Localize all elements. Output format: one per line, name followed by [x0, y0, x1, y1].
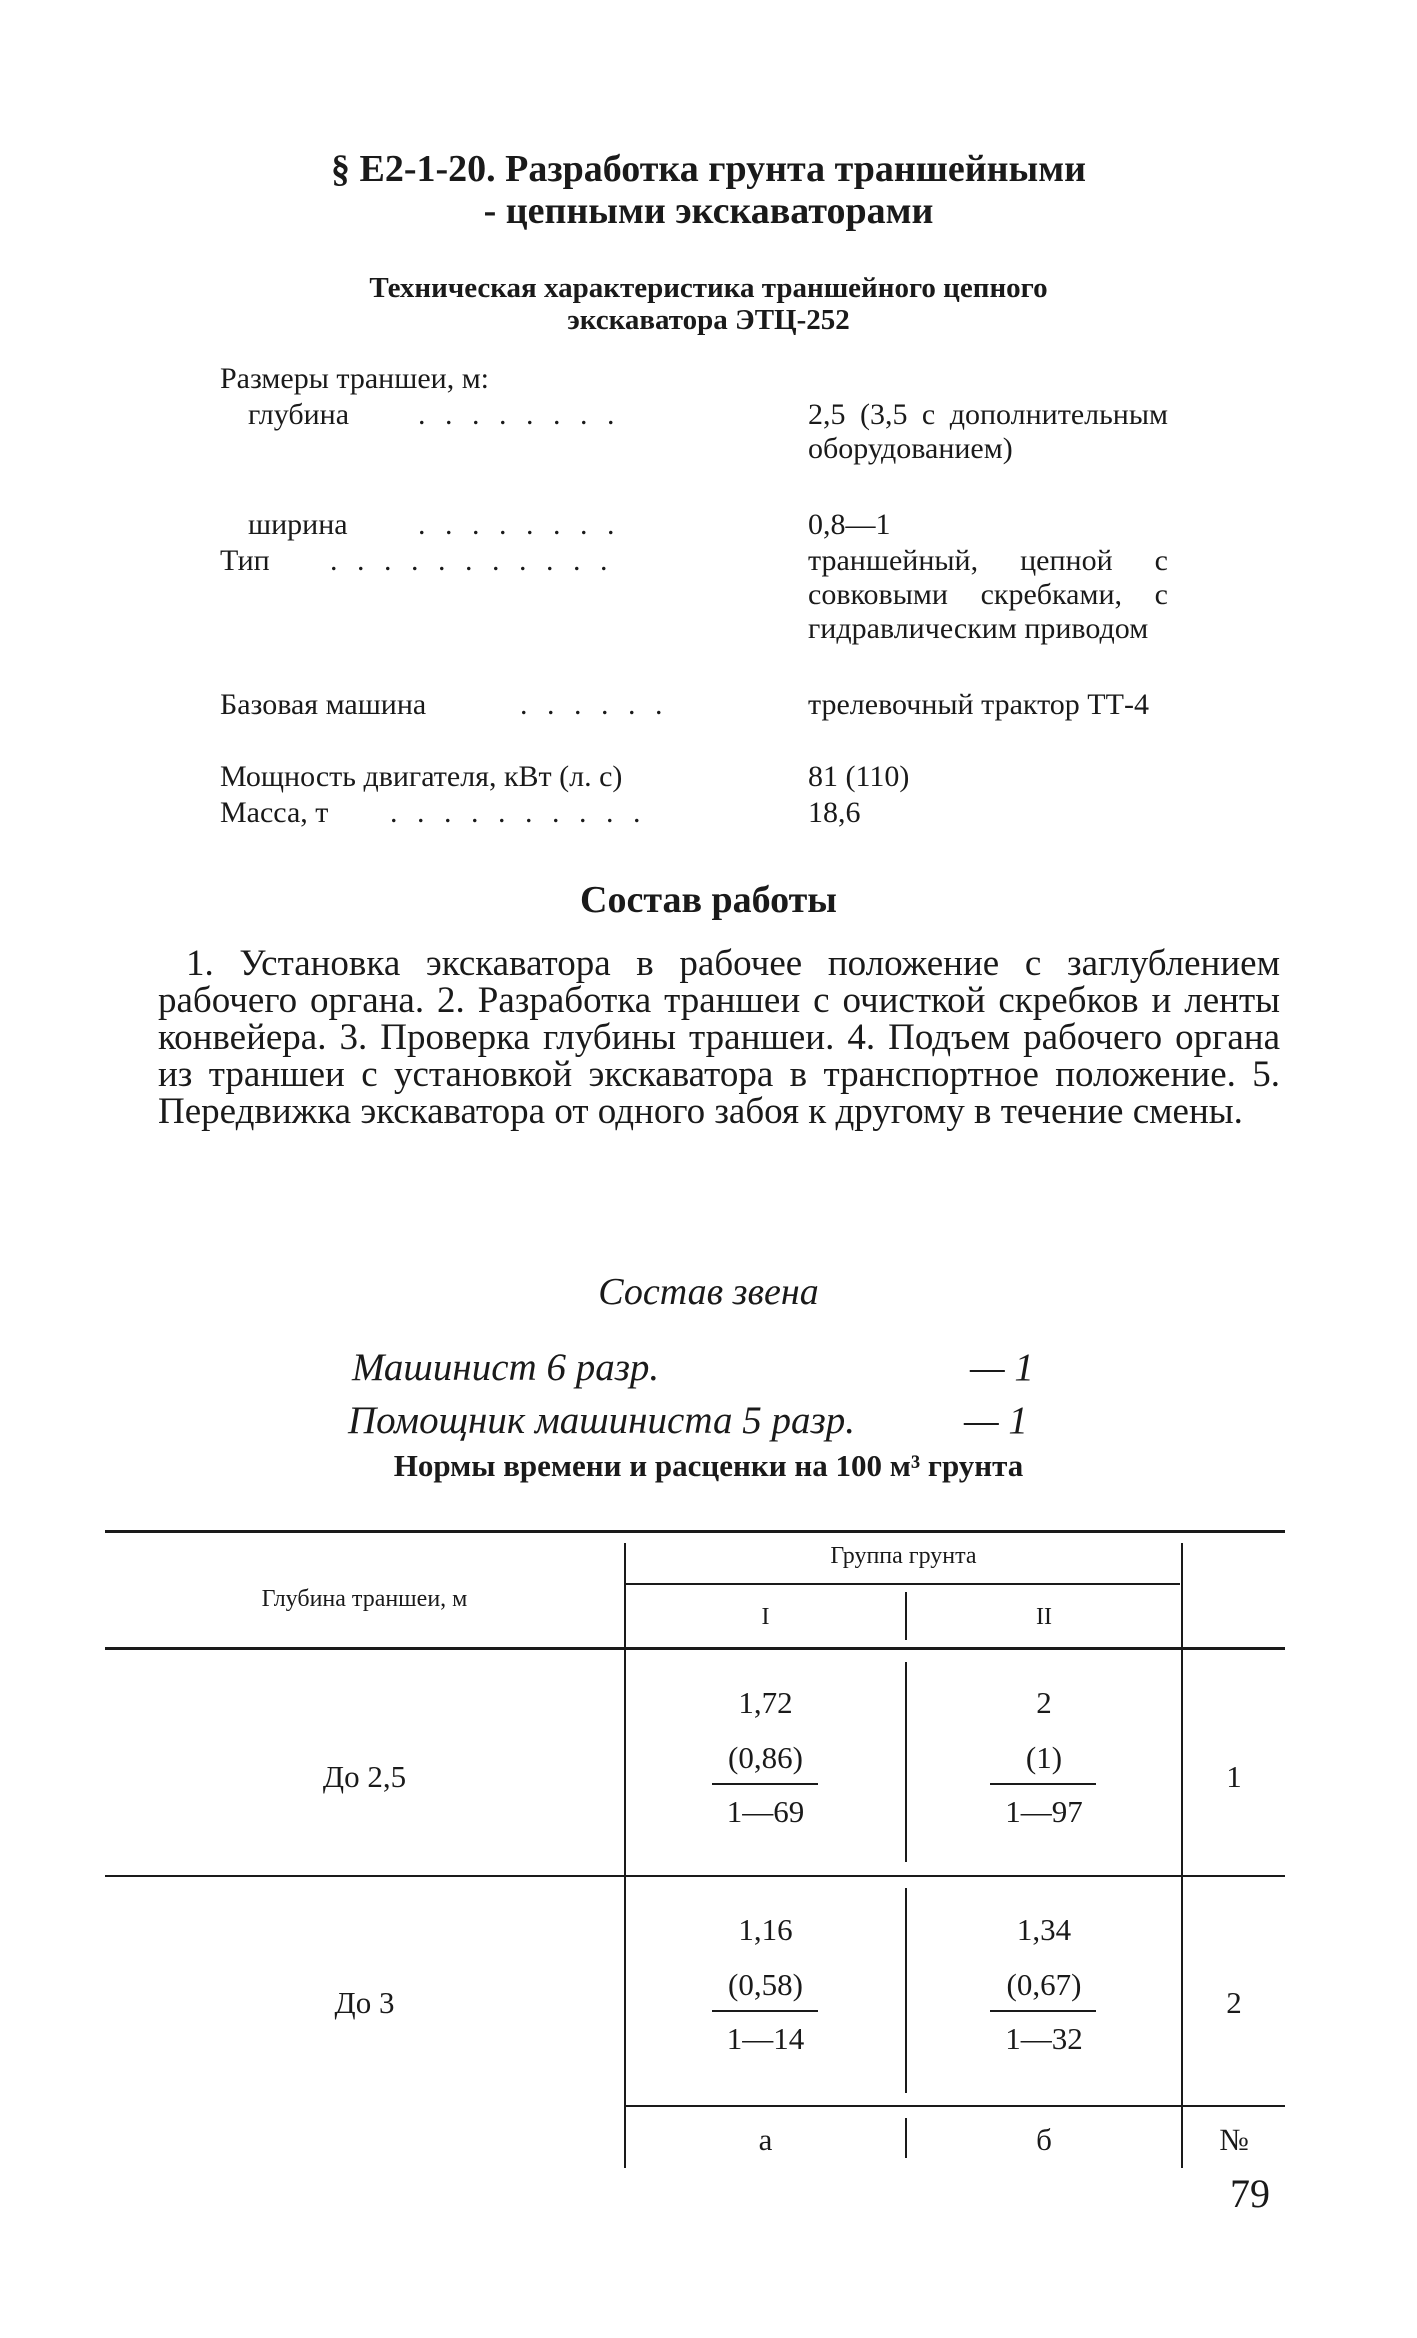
spec-value-depth: 2,5 (3,5 с дополнительным оборудованием) — [808, 398, 1168, 465]
spec-title-line1: Техническая характеристика траншейного цепного — [369, 272, 1048, 304]
page-number: 79 — [1230, 2171, 1270, 2216]
row1-I-norm: 1,72 — [738, 1685, 793, 1720]
row2-II-price: 1—32 — [1005, 2021, 1083, 2056]
crew-role-2: Помощник машиниста 5 разр. — [348, 1399, 855, 1442]
row1-II-paren: (1) — [1025, 1740, 1063, 1775]
row2-I-price: 1—14 — [726, 2021, 805, 2056]
header-group: Группа грунта — [830, 1543, 977, 1569]
spec-label-depth: глубина — [248, 398, 350, 431]
spec-value-power: 81 (110) — [808, 760, 910, 793]
crew-heading: Состав звена — [598, 1271, 819, 1313]
header-group-II: II — [1036, 1604, 1052, 1630]
spec-dots-type: . . . . . . . . . . . — [330, 544, 614, 577]
row2-II-fraction-bar — [990, 2010, 1096, 2012]
table-vline-2a — [905, 1592, 907, 1640]
table-rule-group — [625, 1583, 1180, 1585]
spec-value-width: 0,8—1 — [808, 508, 891, 541]
footer-col-a: а — [758, 2122, 773, 2157]
spec-label-power: Мощность двигателя, кВт (л. с) — [220, 760, 623, 793]
table-rule-header — [105, 1647, 1285, 1650]
row2-II-paren: (0,67) — [1006, 1967, 1082, 2002]
row2-depth: До 3 — [334, 1985, 395, 2020]
spec-label-base: Базовая машина — [220, 688, 427, 721]
spec-group-label: Размеры траншеи, м: — [220, 362, 490, 395]
row1-I-paren: (0,86) — [728, 1740, 803, 1775]
spec-title-line2: экскаватора ЭТЦ-252 — [567, 304, 850, 336]
row2-I-fraction-bar — [712, 2010, 818, 2012]
spec-label-mass: Масса, т — [220, 796, 329, 829]
spec-label-type: Тип — [220, 544, 270, 577]
spec-dots-depth: . . . . . . . . — [418, 398, 621, 431]
table-vline-1 — [624, 1543, 626, 2168]
row2-num: 2 — [1226, 1985, 1242, 2020]
row1-depth: До 2,5 — [322, 1759, 407, 1794]
table-rule-row — [105, 1875, 1285, 1877]
spec-value-type: траншейный, цепной с совковыми скребками, с гидравлическим приводом — [808, 544, 1168, 645]
spec-dots-width: . . . . . . . . — [418, 508, 621, 541]
row2-II-norm: 1,34 — [1016, 1912, 1072, 1947]
spec-list — [0, 0, 1417, 850]
table-vline-2c — [905, 1888, 907, 2093]
work-paragraph: 1. Установка экскаватора в рабочее положение с заглублением рабочего органа. 2. Разработка траншеи с очисткой скребков и ленты конвейера. 3. Проверка глубины траншеи. 4. Подъем рабочего органа из траншеи с установкой экскаватора в транспортное положение. 5. Передвижка экскаватора от одного забоя к другому в течение смены. — [158, 943, 1280, 1132]
row1-II-price: 1—97 — [1005, 1794, 1083, 1829]
row1-num: 1 — [1226, 1759, 1242, 1794]
header-group-I: I — [761, 1604, 770, 1630]
work-heading: Состав работы — [580, 879, 837, 921]
row1-II-norm: 2 — [1036, 1685, 1052, 1720]
crew-role-1: Машинист 6 разр. — [352, 1346, 660, 1389]
spec-value-base: трелевочный трактор ТТ-4 — [808, 688, 1149, 721]
spec-dots-mass: . . . . . . . . . . — [390, 796, 647, 829]
row1-I-fraction-bar — [712, 1783, 818, 1785]
spec-dots-base: . . . . . . — [520, 688, 669, 721]
norms-title: Нормы времени и расценки на 100 м³ грунта — [393, 1448, 1024, 1483]
table-vline-2d — [905, 2118, 907, 2158]
row2-I-paren: (0,58) — [728, 1967, 803, 2002]
row1-II-fraction-bar — [990, 1783, 1096, 1785]
header-depth: Глубина траншеи, м — [261, 1586, 468, 1612]
crew-count-1: — 1 — [970, 1346, 1034, 1389]
table-vline-3 — [1181, 1543, 1183, 2168]
section-title-line2: - цепными экскаваторами — [483, 190, 934, 232]
table-vline-2b — [905, 1662, 907, 1862]
footer-col-b: б — [1036, 2122, 1052, 2157]
row1-I-price: 1—69 — [726, 1794, 805, 1829]
row2-I-norm: 1,16 — [738, 1912, 793, 1947]
table-rule-foot — [625, 2105, 1285, 2107]
spec-label-width: ширина — [248, 508, 348, 541]
spec-value-mass: 18,6 — [808, 796, 861, 829]
footer-col-num: № — [1219, 2122, 1249, 2157]
section-title-line1: § Е2-1-20. Разработка грунта траншейными — [330, 148, 1086, 190]
table-rule-top — [105, 1530, 1285, 1533]
crew-count-2: — 1 — [964, 1399, 1028, 1442]
